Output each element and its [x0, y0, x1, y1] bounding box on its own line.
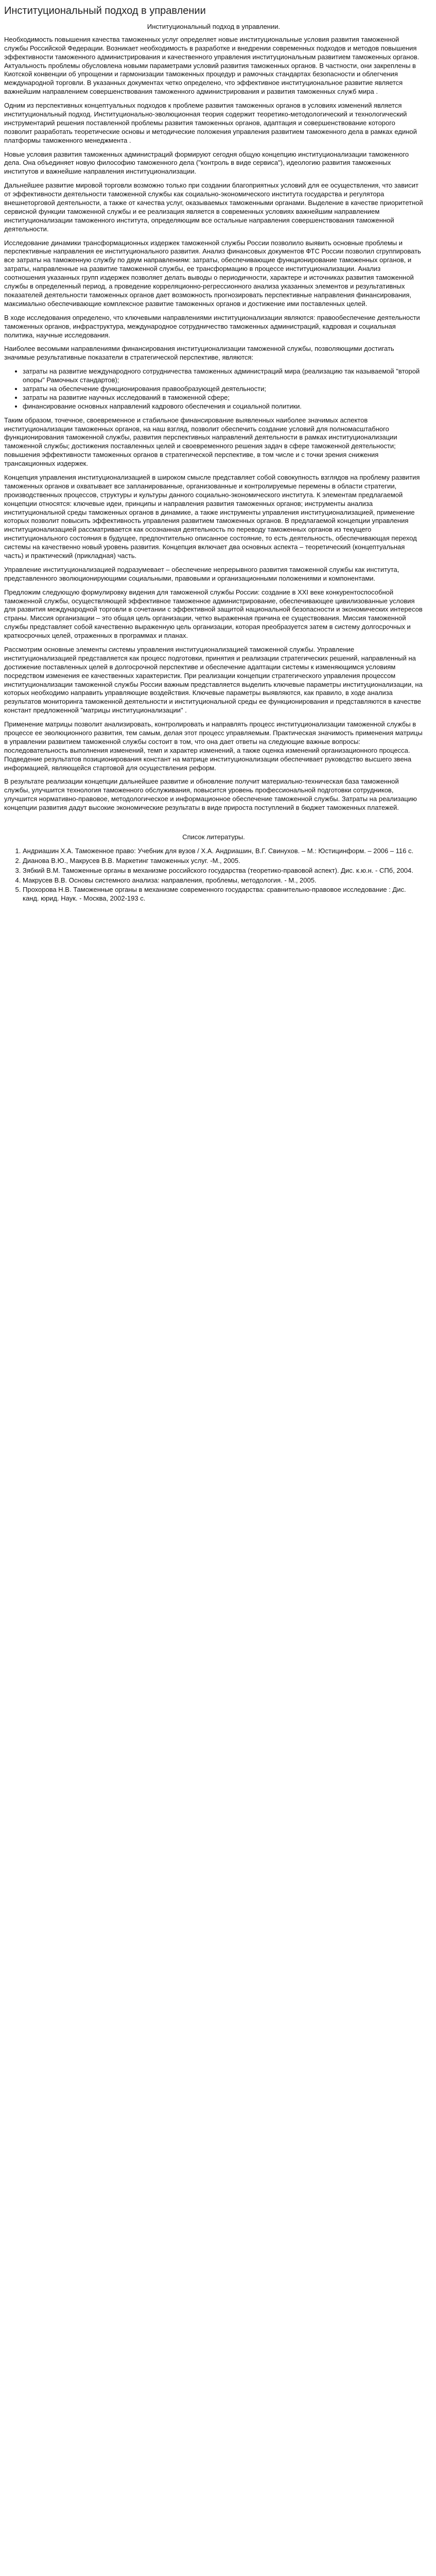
paragraph-14: В результате реализации концепции дальнейшее развитие и обновление получит материально-техническая база таможенной службы, улучшится технология таможенного обслуживания, повысится уровень профессиональной подготовки сотрудников, улучшится нормативно-правовое, методологическое и информационное обеспечение таможенной службы. Затраты на реализацию концепции развития дадут высокие экономические результаты в виде прироста поступлений в бюджет таможенных платежей. — [4, 777, 417, 812]
bibliography-item: 1. Андриашин Х.А. Таможенное право: Учебник для вузов / Х.А. Андриашин, В.Г. Свинухов. – М.: Юстицинформ. – 2006 – 116 с. — [23, 847, 423, 856]
bibliography-item: 5. Прохорова Н.В. Таможенные органы в механизме современного государства: сравнительно-правовое исследование : Дис. канд. юрид. Наук. - Москва, 2002-193 с. — [23, 886, 423, 903]
paragraph-10: Управление институционализацией подразумевает – обеспечение непрерывного развития таможенной службы как института, представленного эволюционирующими социальными, правовыми и организационными положениями и компонентами. — [4, 565, 399, 582]
paragraph-1: Необходимость повышения качества таможенных услуг определяет новые институциональные условия развития таможенной службы Российской Федерации. Возникает необходимость в разработке и внедрении современных подходов и методов повышения эффективности таможенного администрирования и качественного управления институциональным развитием таможенных органов. Актуальность проблемы обусловлена новыми параметрами условий развития таможенных органов. В частности, они закреплены в Киотской конвенции об упрощении и гармонизации таможенных процедур и рамочных стандартах безопасности и облегчения международной торговли. В указанных документах четко определено, что эффективное институциональное развитие является важнейшим направлением совершенствования таможенного администрирования и развития таможенных служб мира . — [4, 35, 420, 96]
bibliography-item: 4. Макрусев В.В. Основы системного анализа: направления, проблемы, методология. - М., 2005. — [23, 876, 423, 885]
list-item: • затраты на развитие международного сотрудничества таможенных администраций мира (реализацию так называемой "второй опоры" Рамочных стандартов); — [23, 367, 423, 385]
bibliography-item: 3. Зябкий В.М. Таможенные органы в механизме российского государства (теоретико-правовой аспект). Дис. к.ю.н. - СПб, 2004. — [23, 867, 423, 875]
paragraph-12: Рассмотрим основные элементы системы управления институционализацией таможенной службы. Управление институционализацией представляется как процесс подготовки, принятия и реализации стратегических решений, направленный на достижение поставленных целей в долгосрочной перспективе и обеспечение адаптации системы к изменяющимся условиям посредством изменения ее качественных характеристик. При реализации концепции стратегического управления процессом институционализации таможенной службы России важным представляется выделить ключевые параметры институционализации, на которых необходимо направить управляющие воздействия. Ключевые параметры выявляются, как правило, в ходе анализа результатов мониторинга таможенной деятельности и институциональной среды ее функционирования и представляются в качестве констант предложенной "матрицы институционализации" . — [4, 646, 423, 715]
list-item: • финансирование основных направлений кадрового обеспечения и социальной политики. — [23, 402, 423, 411]
document-subtitle: Институциональный подход в управлении. — [147, 23, 281, 30]
bibliography-list — [4, 847, 423, 903]
paragraph-9: Концепция управления институционализацией в широком смысле представляет собой совокупность взглядов на проблему развития таможенных органов и охватывает все запланированные, организованные и контролируемые перемены в области стратегии, производственных процессов, структуры и культуры данного социально-экономического института. К элементам предлагаемой концепции относятся: ключевые идеи, принципы и направления развития таможенных органов; инструменты анализа институциональной среды таможенных органов в динамике, а также инструменты управления институционализацией, применение которых позволит повысить эффективность управления развитием таможенных органов. В предлагаемой концепции управления институционализацией рассматривается как осознанная деятельность по переводу таможенных органов из текущего институционального состояния в будущее, предпочтительно описанное состояние, то есть деятельность, обеспечивающая переход системы на качественно новый уровень развития. Концепция включает два основных аспекта – теоретический (концептуальная часть) и практический (прикладная) часть. — [4, 473, 420, 560]
document-page — [0, 0, 427, 914]
paragraph-13: Применение матрицы позволит анализировать, контролировать и направлять процесс институционализации таможенной службы в процессе ее эволюционного развития, тем самым, делая этот процесс управляемым. Практическая значимость применения матрицы в управлении развитием таможенной службы состоит в том, что она дает ответы на следующие важные вопросы: последовательность выполнения изменений, темп и характер изменений, а также оценка изменений организационного процесса. Подведение результатов позиционирования констант на матрице институционализации обеспечивает руководство высшего звена информацией, являющейся стартовой для осуществления реформ. — [4, 720, 423, 772]
funding-directions-list — [4, 367, 423, 411]
paragraph-6: В ходе исследования определено, что ключевыми направлениями институционализации являются: правообеспечение деятельности таможенных органов, инфраструктура, международное сотрудничество таможенных администраций, кадровая и социальная политика, научные исследования. — [4, 313, 420, 339]
list-item: • затраты на обеспечение функционирования правообразующей деятельности; — [23, 385, 423, 394]
list-item: • затраты на развитие научных исследований в таможенной сфере; — [23, 394, 423, 402]
paragraph-2: Одним из перспективных концептуальных подходов к проблеме развития таможенных органов в условиях изменений является институциональный подход. Институционально-эволюционная теория содержит теоретико-методологический и технологический инструментарий решения поставленной проблемы развития таможенных органов, адаптация и совершенствование которого позволит разработать теоретические основы и методические положения управления развитием таможенного дела в рамках единой платформы таможенного менеджмента . — [4, 101, 417, 144]
paragraph-4: Дальнейшее развитие мировой торговли возможно только при создании благоприятных условий для ее осуществления, что зависит от эффективности деятельности таможенной службы как социально-экономического института государства и регулятора внешнеторговой деятельности, а также от качества услуг, оказываемых таможенными органами. Выделение в качестве приоритетной сервисной функции таможенной службы и ее реализация является в современных условиях важнейшим направлением институционализации таможенного института, определяющим все остальные направления совершенствования таможенной деятельности. — [4, 181, 423, 233]
bibliography-title: Список литературы. — [182, 833, 245, 841]
paragraph-7: Наиболее весомыми направлениями финансирования институционализации таможенной службы, позволяющими достигать значимые результативные показатели в стратегической перспективе, являются: — [4, 345, 394, 362]
page-title: Институциональный подход в управлении — [4, 5, 206, 16]
paragraph-11: Предложим следующую формулировку видения для таможенной службы России: создание в XXI веке конкурентоспособной таможенной службы, осуществляющей эффективное таможенное администрирование, обеспечивающее цивилизованные условия для развития международной торговли в сочетании с эффективной защитой национальной безопасности и экономических интересов страны. Миссия организации – это общая цель организации, четко выраженная причина ее существования. Миссия таможенной службы представляет собой качественно выраженную цель организации, которая преобразуется затем в систему долгосрочных и краткосрочных целей, отраженных в программах и планах. — [4, 588, 423, 640]
paragraph-8: Таким образом, точечное, своевременное и стабильное финансирование выявленных наиболее значимых аспектов институционализации таможенных органов, на наш взгляд, позволит обеспечить создание условий для полномасштабного функционирования таможенной службы, развития перспективных направлений деятельности в рамках институционализации таможенной службы; достижения поставленных целей и своевременного решения задач в сфере таможенной деятельности; повышения эффективности таможенных органов в стратегической перспективе, в том числе и с точки зрения снижения трансакционных издержек. — [4, 416, 397, 468]
paragraph-5: Исследование динамики трансформационных издержек таможенной службы России позволило выявить основные проблемы и перспективные направления ее институционального развития. Анализ финансовых документов ФТС России позволил сгруппировать все затраты на таможенную службу по двум направлениям: затраты, обеспечивающие функционирование таможенных органов, и затраты, направленные на развитие таможенной службы, ее трансформацию в процессе институционализации. Анализ соотношения указанных групп издержек позволяет делать выводы о периодичности, характере и источниках развития таможенной службы в определенный период, а проведение корреляционно-регрессионного анализа указанных элементов и результативных показателей деятельности таможенных органов дает возможность прогнозировать перспективные направления финансирования, максимально обеспечивающие комплексное развитие таможенных органов и достижение ими поставленных целей. — [4, 239, 421, 308]
bibliography-item: 2. Дианова В.Ю., Макрусев В.В. Маркетинг таможенных услуг. -М., 2005. — [23, 857, 423, 866]
paragraph-3: Новые условия развития таможенных администраций формируют сегодня общую концепцию институционализации таможенного дела. Она объединяет новую философию таможенного дела ("контроль в виде сервиса"), идеологию развития таможенных институтов и важнейшие направления институционализации. — [4, 150, 409, 176]
